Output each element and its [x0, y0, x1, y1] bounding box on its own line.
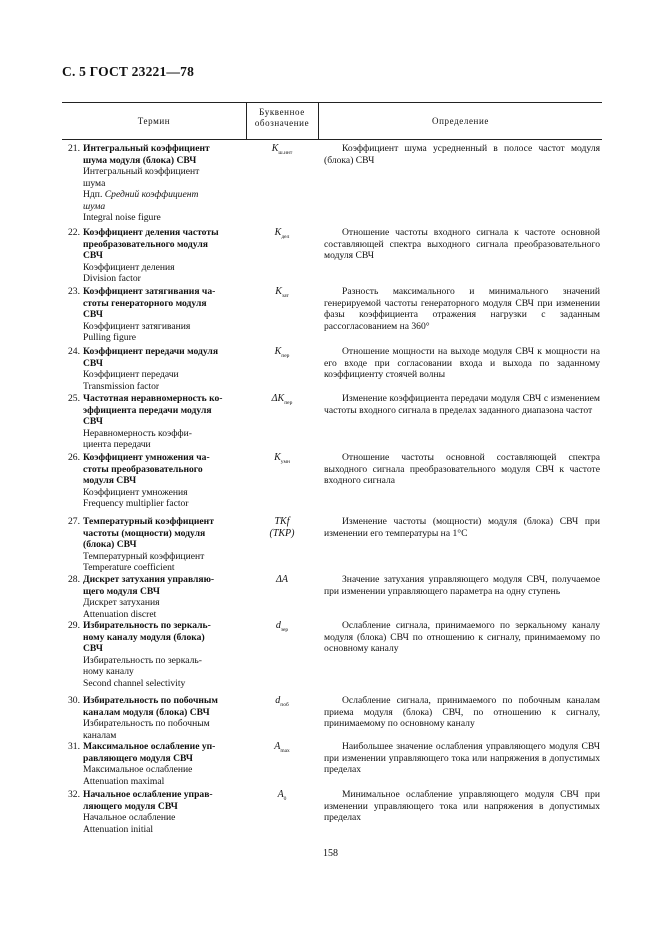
term-bold-line: Температурный коэффициент [83, 516, 214, 527]
term-plain-line: каналам [83, 729, 117, 741]
term-bold-line: Коэффициент передачи модуля [83, 346, 219, 357]
entry-number: 23. [68, 286, 80, 297]
term-bold-line: СВЧ [83, 250, 103, 261]
entry-definition: Разность максимального и минимального значений генерируемой частоты генераторного модуля СВЧ при изменении фазы коэффициента отражения нагрузки с заданным рассогласованием на 360° [324, 286, 600, 332]
term-bold-line: равляющего модуля СВЧ [83, 752, 193, 764]
term-plain-line: Коэффициент передачи [83, 369, 179, 380]
term-note-line: Средний коэффициент [104, 189, 199, 200]
symbol-main: A [274, 741, 281, 752]
term-english: Integral noise figure [83, 212, 161, 223]
term-bold-line: щего модуля СВЧ [83, 585, 160, 597]
column-header-term: Термин [137, 116, 171, 126]
term-bold-line: стоты преобразовательного [83, 463, 203, 475]
term-english: Attenuation discret [83, 608, 157, 620]
entry-term [83, 452, 258, 510]
entry-number: 26. [68, 452, 80, 463]
entry-symbol [250, 741, 314, 758]
term-plain-line: Избирательность по побочным [83, 718, 210, 729]
symbol-main: ΔA [276, 574, 288, 585]
entry-number: 25. [68, 393, 80, 404]
term-bold-line: Интегральный коэффициент [83, 143, 210, 154]
symbol-main: ΔK [271, 393, 285, 404]
symbol-subscript: max [280, 748, 290, 754]
entry-term [83, 393, 258, 451]
entry-number: 32. [68, 789, 80, 800]
symbol-subscript: умн [280, 459, 290, 465]
entry-definition: Наибольшее значение ослабления управляющего модуля СВЧ при изменении управляющего тока или напряжения в допустимых пределах [324, 741, 600, 775]
entry-definition: Изменение частоты (мощности) модуля (блока) СВЧ при изменении его температуры на 1°С [324, 516, 600, 539]
symbol-main: A [277, 789, 284, 800]
term-bold-line: Коэффициент затягивания ча- [83, 286, 216, 297]
term-bold-line: каналам модуля (блока) СВЧ [83, 706, 210, 718]
entry-symbol [250, 574, 314, 586]
entry-number: 30. [68, 695, 80, 706]
symbol-main: K [271, 143, 279, 154]
symbol-subscript: поб [280, 702, 289, 708]
entry-term [83, 789, 258, 835]
entry-symbol [250, 227, 314, 244]
symbol-main: TKf [274, 516, 290, 527]
term-bold-line: ному каналу модуля (блока) [83, 631, 205, 643]
page-number: 158 [323, 848, 338, 859]
entry-symbol [250, 516, 314, 539]
entry-term [83, 346, 258, 392]
term-plain-line: Дискрет затухания [83, 597, 160, 608]
entry-definition: Отношение частоты основной составляющей спектра выходного сигнала преобразовательного модуля СВЧ к частоте входного сигнала [324, 452, 600, 486]
symbol-main: d [275, 620, 281, 631]
symbol-main: K [274, 452, 281, 463]
table-top-rule [62, 102, 602, 103]
term-plain-line: Начальное ослабление [83, 812, 176, 823]
entry-term [83, 227, 258, 285]
entry-number: 21. [68, 143, 80, 154]
term-bold-line: СВЧ [83, 309, 103, 320]
entry-definition: Ослабление сигнала, принимаемого по зеркальному каналу модуля (блока) СВЧ по отношению к сигналу, принимаемому по основному каналу [324, 620, 600, 654]
entry-symbol [250, 452, 314, 469]
entry-definition: Отношение мощности на выходе модуля СВЧ к мощности на его входе при согласовании входа и выхода по заданному коэффициенту стоячей волны [324, 346, 600, 380]
term-bold-line: Дискрет затухания управляю- [83, 574, 215, 585]
entry-definition: Изменение коэффициента передачи модуля СВЧ с изменением частоты входного сигнала в пределах заданного диапазона частот [324, 393, 600, 416]
term-note-line: шума [83, 200, 106, 212]
term-plain-line: Максимальное ослабление [83, 764, 193, 775]
term-plain-line: Коэффициент умножения [83, 486, 188, 498]
term-bold-line: СВЧ [83, 643, 103, 654]
term-bold-line: Коэффициент деления частоты [83, 227, 219, 238]
entry-definition: Отношение частоты входного сигнала к частоте основной составляющей спектра выходного сигнала преобразовательного модуля СВЧ [324, 227, 600, 261]
term-bold-line: СВЧ [83, 357, 103, 369]
entry-symbol [250, 346, 314, 363]
entry-number: 27. [68, 516, 80, 527]
symbol-subscript: зер [280, 627, 289, 633]
entry-number: 28. [68, 574, 80, 585]
term-plain-line: Интегральный коэффициент [83, 166, 200, 177]
term-bold-line: Коэффициент умножения ча- [83, 452, 210, 463]
term-plain-line: шума [83, 177, 106, 189]
entry-symbol [250, 393, 314, 410]
symbol-main: K [274, 227, 282, 238]
term-english: Attenuation maximal [83, 775, 165, 787]
term-english: Frequency multiplier factor [83, 498, 189, 509]
term-bold-line: эффициента передачи модуля [83, 404, 212, 416]
symbol-subscript: ш.инт [278, 150, 293, 156]
column-header-definition: Определение [432, 116, 489, 126]
term-bold-line: преобразовательного модуля [83, 238, 208, 250]
term-plain-line: Коэффициент затягивания [83, 320, 191, 332]
term-bold-line: Избирательность по побочным [83, 695, 218, 706]
term-english: Transmission factor [83, 380, 160, 392]
symbol-alternate: (TKP) [269, 527, 295, 539]
entry-term [83, 574, 258, 620]
term-bold-line: стоты генераторного модуля [83, 297, 207, 309]
term-english: Temperature coefficient [83, 562, 175, 573]
term-bold-line: частоты (мощности) модуля [83, 527, 206, 539]
term-bold-line: Частотная неравномерность ко- [83, 393, 223, 404]
term-bold-line: СВЧ [83, 416, 103, 427]
entry-term [83, 741, 258, 787]
entry-symbol [250, 143, 314, 160]
symbol-subscript: 0 [283, 796, 287, 802]
term-bold-line: модуля СВЧ [83, 475, 137, 486]
term-plain-line: Температурный коэффициент [83, 550, 205, 562]
term-note-prefix: Ндп. [83, 189, 103, 200]
entry-number: 22. [68, 227, 80, 238]
entry-symbol [250, 695, 314, 712]
entry-symbol [250, 620, 314, 637]
entry-term [83, 143, 258, 224]
table-header-bottom-rule [62, 139, 602, 140]
symbol-main: K [274, 346, 282, 357]
symbol-subscript: зат [281, 293, 289, 299]
term-bold-line: (блока) СВЧ [83, 539, 137, 550]
entry-number: 31. [68, 741, 80, 752]
term-bold-line: ляющего модуля СВЧ [83, 800, 178, 812]
entry-term [83, 286, 258, 344]
entry-definition: Значение затухания управляющего модуля СВЧ, получаемое при изменении управляющего параметра на одну ступень [324, 574, 600, 597]
entry-symbol [250, 789, 314, 806]
term-plain-line: циента передачи [83, 439, 151, 450]
symbol-subscript: дел [281, 234, 290, 240]
page-header: С. 5 ГОСТ 23221—78 [62, 64, 195, 79]
symbol-main: d [275, 695, 281, 706]
entry-definition: Коэффициент шума усредненный в полосе частот модуля (блока) СВЧ [324, 143, 600, 166]
entry-definition: Ослабление сигнала, принимаемого по побочным каналам приема модуля (блока) СВЧ, по отношению к сигналу, принимаемому по основному каналу [324, 695, 600, 729]
term-bold-line: Избирательность по зеркаль- [83, 620, 211, 631]
term-bold-line: Максимальное ослабление уп- [83, 741, 216, 752]
term-plain-line: Неравномерность коэффи- [83, 427, 192, 439]
entry-symbol [250, 286, 314, 303]
entry-term [83, 695, 258, 741]
entry-definition: Минимальное ослабление управляющего модуля СВЧ при изменении управляющего тока или напряжения в допустимых пределах [324, 789, 600, 823]
entry-number: 24. [68, 346, 80, 357]
term-english: Pulling figure [83, 332, 137, 343]
term-bold-line: шума модуля (блока) СВЧ [83, 154, 197, 166]
symbol-main: K [275, 286, 282, 297]
symbol-subscript: пер [281, 353, 290, 359]
term-bold-line: Начальное ослабление управ- [83, 789, 213, 800]
entry-number: 29. [68, 620, 80, 631]
term-plain-line: Коэффициент деления [83, 261, 175, 273]
term-english: Second channel selectivity [83, 677, 186, 689]
term-plain-line: ному каналу [83, 666, 134, 677]
term-plain-line: Избирательность по зеркаль- [83, 654, 202, 666]
column-header-symbol: Буквенное обозначение [254, 107, 310, 128]
term-english: Attenuation initial [83, 823, 154, 835]
entry-term [83, 620, 258, 689]
term-english: Division factor [83, 273, 141, 284]
symbol-subscript: пер [284, 400, 293, 406]
entry-term [83, 516, 258, 574]
